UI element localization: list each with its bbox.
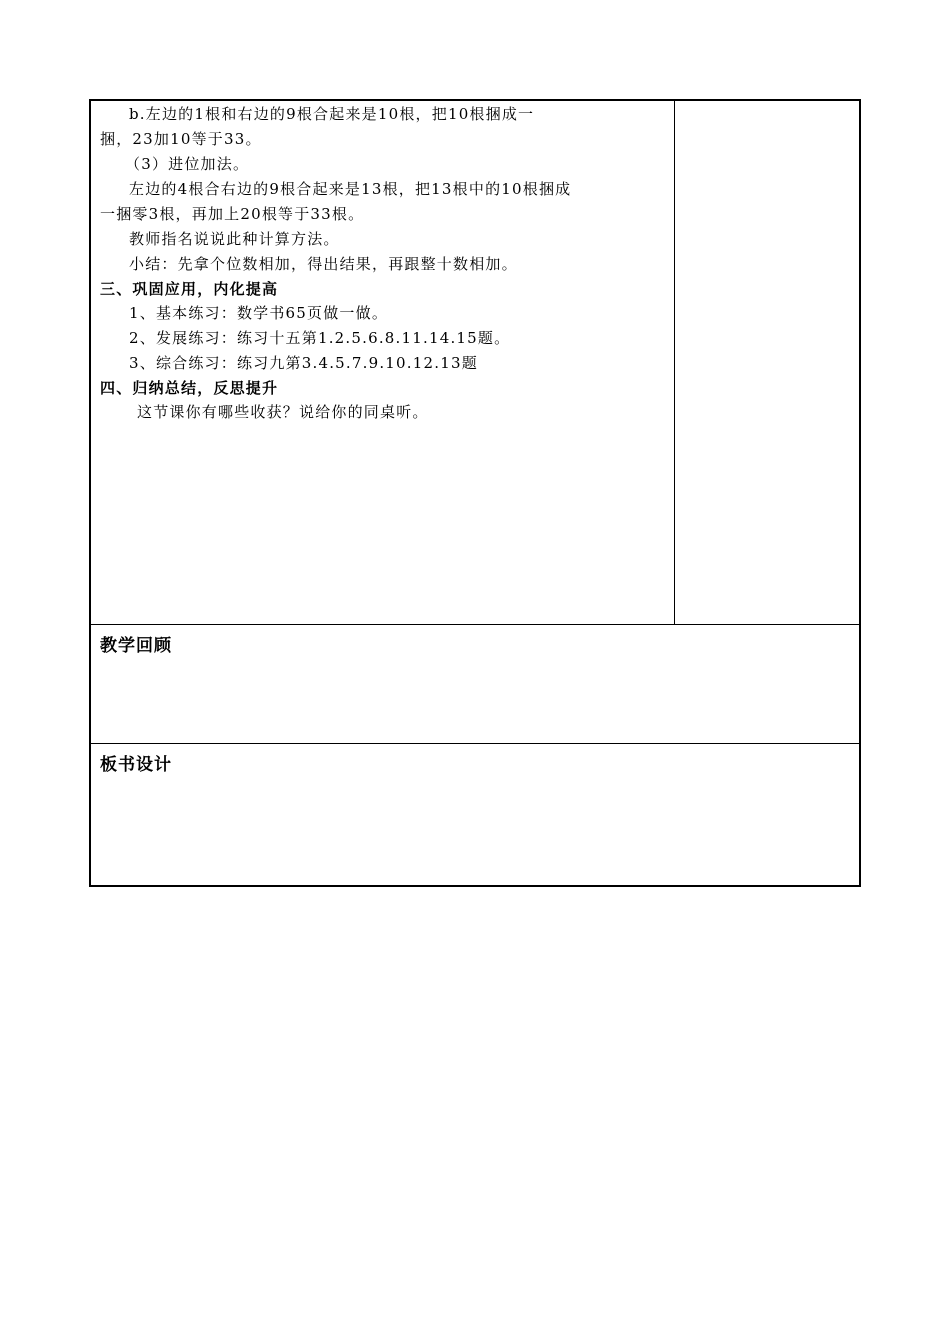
lesson-line: 3、综合练习：练习九第3.4.5.7.9.10.12.13题 (129, 354, 478, 372)
teaching-review-cell (91, 625, 859, 744)
section-heading: 四、归纳总结，反思提升 (100, 379, 279, 397)
lesson-line: 小结：先拿个位数相加，得出结果，再跟整十数相加。 (129, 255, 518, 273)
lesson-content-cell (91, 101, 675, 625)
lesson-line: 这节课你有哪些收获？说给你的同桌听。 (137, 403, 429, 421)
lesson-line: 左边的4根合右边的9根合起来是13根，把13根中的10根捆成 (129, 180, 572, 198)
board-design-cell (91, 744, 859, 885)
lesson-line: 2、发展练习：练习十五第1.2.5.6.8.11.14.15题。 (129, 329, 511, 347)
lesson-line: 捆，23加10等于33。 (100, 130, 262, 148)
teaching-review-title: 教学回顾 (100, 636, 172, 656)
lesson-line: 1、基本练习：数学书65页做一做。 (129, 304, 389, 322)
section-heading: 三、巩固应用，内化提高 (100, 280, 279, 298)
lesson-plan-table (89, 99, 861, 887)
lesson-line: b.左边的1根和右边的9根合起来是10根，把10根捆成一 (129, 105, 535, 123)
lesson-line: 教师指名说说此种计算方法。 (129, 230, 340, 248)
lesson-line: 一捆零3根，再加上20根等于33根。 (100, 205, 365, 223)
notes-cell (675, 101, 859, 625)
board-design-title: 板书设计 (100, 755, 172, 775)
lesson-line: （3）进位加法。 (125, 155, 250, 173)
